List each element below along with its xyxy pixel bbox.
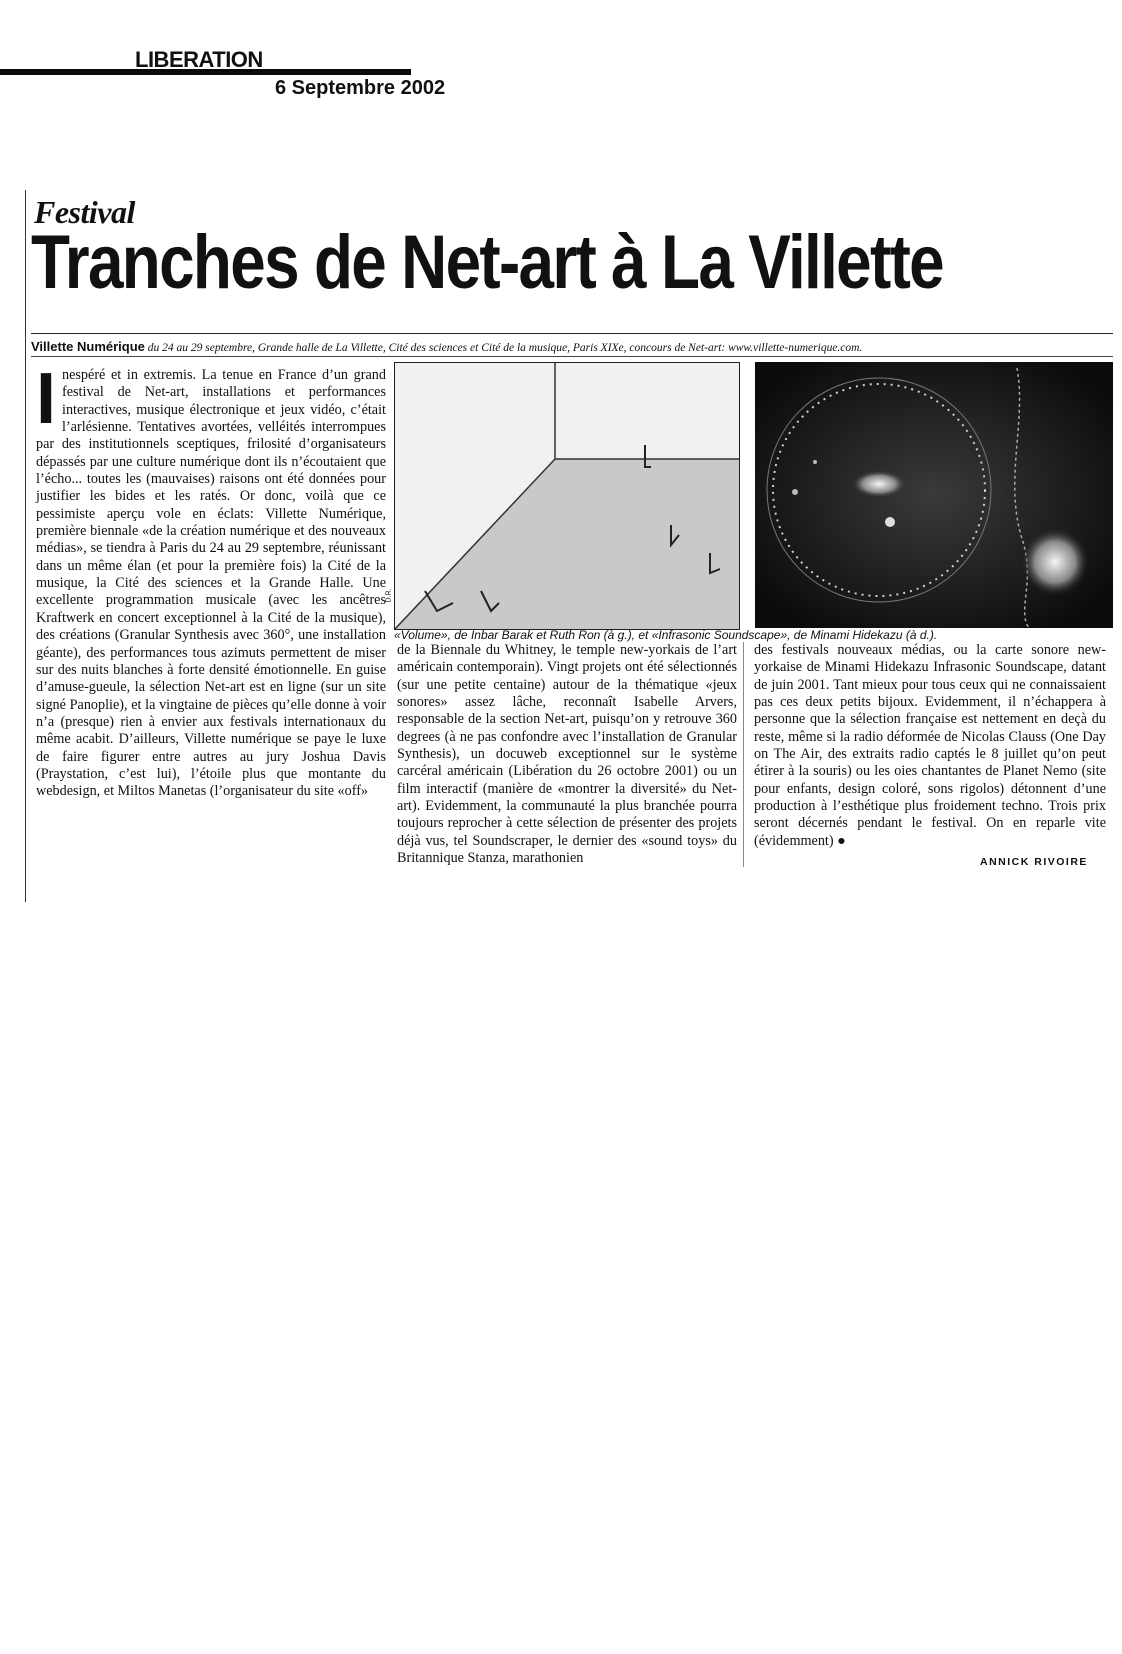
newspaper-name: LIBERATION [135,47,263,72]
article-column-1 [36,359,386,801]
headline-rule [31,333,1113,334]
photo-volume [394,362,740,630]
author-signature: ANNICK RIVOIRE [980,856,1088,868]
section-kicker: Festival [34,194,135,230]
photo-credit: D.R. [385,588,393,603]
article-column-2: de la Biennale du Whitney, le temple new-yorkais de l’art américain contemporain). Vingt projets ont été sélectionnés (sur une petite centaine) autour de la thématique «jeux sonores» assez lâche, reconnaît Isabelle Arvers, responsable de la section Net-art, puisqu’on y retrouve 360 degrees (à ne pas confondre avec l’installation de Granular Synthesis), un docuweb exceptionnel sur le système carcéral américain (Libération du 26 octobre 2001) ou un film interactif (manière de «montrer la diversité» du Net-art). Evidemment, la communauté la plus branchée pourra toujours reprocher à cette sélection de présenter des projets déjà vus, tel Soundscraper, le dernier des «sound toys» du Britannique Stanza, marathonien [397,642,737,867]
headline: Tranches de Net-art à La Villette [31,220,943,305]
drop-cap: I [36,359,57,439]
event-details: du 24 au 29 septembre, Grande halle de La Villette, Cité des sciences et Cité de la musique, Paris XIXe, concours de Net-art: www.villette-numerique.com. [144,342,863,354]
article-column-3: des festivals nouveaux médias, ou la carte sonore new-yorkaise de Minami Hidekazu Infrasonic Soundscape, datant de juin 2001. Tant mieux pour tous ceux qui ne connaissaient pas ces deux petits bijoux. Evidemment, il n’échappera à personne que la sélection française est nettement en deçà du reste, même si la radio déformée de Nicolas Clauss (One Day on The Air, des extraits radio captés le 8 juillet qu’on peut étirer à la souris) ou les oies chantantes de Planet Nemo (site pour enfants, design coloré, sons rigolos) détonnent d’une production à l’esthétique plus froidement techno. Trois prix seront décernés pendant le festival. On en reparle vite (évidemment) ● [754,642,1106,849]
column-divider [743,642,744,867]
photo-infrasonic-soundscape [755,362,1113,628]
info-rule [31,356,1113,357]
publication-date: 6 Septembre 2002 [275,77,446,99]
event-info [31,339,862,354]
photo-caption: «Volume», de Inbar Barak et Ruth Ron (à g.), et «Infrasonic Soundscape», de Minami Hidekazu (à d.). [394,628,938,642]
column-rule [25,190,26,902]
event-name: Villette Numérique [31,339,145,354]
column-1-text: nespéré et in extremis. La tenue en France d’un grand festival de Net-art, installations et performances interactives, musique électronique et jeux vidéo, c’était l’arlésienne. Tentatives avortées, velléités interrompues par des institutionnels sceptiques, frilosité d’organisateurs dépassés par une culture numérique dont ils n’écoutaient que l’écho... toutes les (mauvaises) raisons ont été données pour justifier les bides et les ratés. Or donc, voilà que ce pessimiste aperçu vole en éclats: Villette Numérique, première biennale «de la création numérique et des nouveaux médias», se tiendra à Paris du 24 au 29 septembre, réunissant dans un même élan (et pour la première fois) la Cité de la musique, la Cité des sciences et la Grande Halle. Une excellente programmation musicale (avec les ancêtres Kraftwerk en concert exceptionnel à la Cité de la musique), des créations (Granular Synthesis avec 360°, une installation géante), des performances tous azimuts permettent de miser sur des nuits blanches à forte densité émotionnelle. En guise d’amuse-gueule, la sélection Net-art est en ligne (sur un site signé Panoplie), et la vingtaine de pièces qu’elle donne à voir n’a (presque) rien à envier aux festivals internationaux du même acabit. D’ailleurs, Villette numérique se paye le luxe de faire figurer entre autres au jury Joshua Davis (Praystation, c’est lui), l’étoile plus que montante du webdesign, et Miltos Manetas (l’organisateur du site «off» [36,367,386,800]
volume-artwork-image [395,363,739,629]
infrasonic-soundscape-image [755,362,1113,628]
article-clipping [25,190,1113,902]
